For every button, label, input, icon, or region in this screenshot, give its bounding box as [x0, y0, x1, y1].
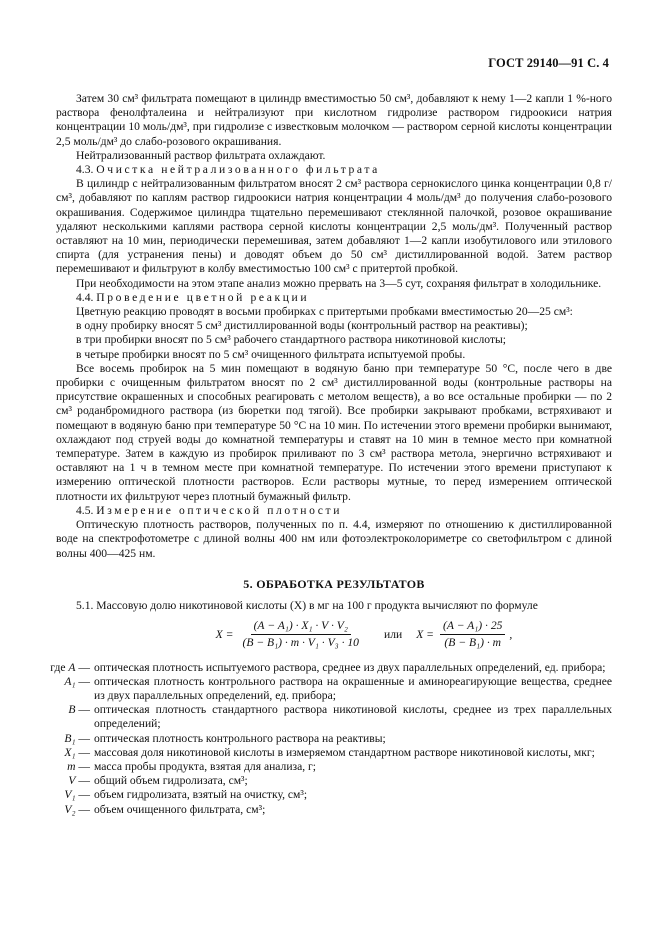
- list-item: в три пробирки вносят по 5 см³ рабочего стандартного раствора никотиновой кислоты;: [76, 333, 507, 347]
- symbol: V: [68, 774, 76, 788]
- section-title: 5. ОБРАБОТКА РЕЗУЛЬТАТОВ: [243, 576, 425, 591]
- subsection-number: 4.4.: [76, 290, 94, 304]
- definition-symbol: [34, 760, 94, 774]
- definition-symbol: [34, 675, 94, 689]
- symbol: V₁: [64, 788, 76, 802]
- symbol: B₁: [64, 731, 76, 745]
- definition-symbol: [34, 774, 94, 788]
- definition-text: оптическая плотность контрольного раствора на реактивы;: [94, 731, 386, 745]
- symbol: A₁: [64, 674, 76, 688]
- definition-symbol: [34, 661, 94, 675]
- paragraph: Затем 30 см³ фильтрата помещают в цилиндр вместимостью 50 см³, добавляют к нему 1—2 капли 1 %-ного раствора фенолфталеина и нейтрализуют при кислотном гидролизе раствором гидроокиси натрия концентрации 10 моль/дм³, при гидролизе с известковым молочком — раствором серной кислоты концентрации 2,5 моль/дм³ до слабо-розового окрашивания.: [56, 92, 612, 148]
- symbol: B: [68, 703, 76, 717]
- definition-item: [34, 803, 612, 817]
- formula-tail: ,: [509, 627, 513, 641]
- definition-symbol: [34, 746, 94, 760]
- symbol: X₁: [64, 745, 76, 759]
- definition-text: оптическая плотность испытуемого раствора, среднее из двух параллельных определений, ед. прибора;: [94, 660, 606, 674]
- dash: —: [78, 703, 90, 717]
- symbol: V₂: [64, 802, 76, 816]
- paragraph: Все восемь пробирок на 5 мин помещают в водяную баню при температуре 50 °С, после чего в две пробирки с очищенным фильтратом вносят по 2 см³ дистиллированной воды (контрольные растворы на присутствие окрашенных и способных реагировать с метолом веществ), а во все остальные пробирки — по 2 см³ роданбромидного раствора (из бюретки под тягой). Все пробирки закрывают пробками, встряхивают и помещают в водяную баню при температуре 50 °С на 10 мин. По истечении этого времени пробирки вынимают, охлаждают под струей воды до комнатной температуры и ставят на 10 мин в темное место при комнатной температуре. Затем в каждую из пробирок приливают по 3 см³ раствора метола, энергично встряхивают и оставляют на 1 ч в темном месте при комнатной температуре. По истечении этого времени приступают к измерению оптической плотности растворов. Если растворы мутные, то перед измерением оптической плотности их фильтруют через плотный бумажный фильтр.: [56, 361, 612, 503]
- definition-text: масса пробы продукта, взятая для анализа, г;: [94, 759, 317, 773]
- dash: —: [78, 674, 90, 688]
- fraction-numerator: (A − A₁) · X₁ · V · V₂: [251, 619, 351, 635]
- dash: —: [78, 745, 90, 759]
- definition-text: объем очищенного фильтрата, см³;: [94, 802, 266, 816]
- definition-item: [34, 788, 612, 802]
- definition-item: [34, 675, 612, 703]
- list-item: в одну пробирку вносят 5 см³ дистиллированной воды (контрольный раствор на реактивы);: [76, 319, 528, 333]
- definition-text: общий объем гидролизата, см³;: [94, 774, 248, 788]
- formula-or: или: [383, 627, 403, 641]
- fraction-denominator: (B − B₁) · m · V₁ · V₃ · 10: [242, 636, 359, 650]
- symbol: A: [68, 660, 76, 674]
- fraction-numerator: (A − A₁) · 25: [440, 619, 505, 635]
- definitions-list: [34, 661, 612, 817]
- dash: —: [78, 788, 90, 802]
- paragraph: Цветную реакцию проводят в восьми пробирках с притертыми пробками вместимостью 20—25 см³:: [76, 305, 573, 319]
- page-content: [50, 92, 612, 817]
- dash: —: [78, 802, 90, 816]
- definition-item: [34, 760, 612, 774]
- definition-text: оптическая плотность контрольного раствора на окрашенные и аминореагирующие вещества, среднее из двух параллельных определений, ед. прибора;: [94, 674, 612, 702]
- formula: [116, 619, 612, 650]
- definition-symbol: [34, 703, 94, 717]
- paragraph: При необходимости на этом этапе анализ можно прервать на 3—5 сут, сохраняя фильтрат в холодильнике.: [76, 276, 602, 290]
- definition-item: [34, 746, 612, 760]
- subsection-heading-4-4: [56, 291, 612, 305]
- definition-item: [34, 703, 612, 731]
- paragraph: В цилиндр с нейтрализованным фильтратом вносят 2 см³ раствора сернокислого цинка концентрации 0,8 г/см³, добавляют по каплям раствор гидроокиси натрия концентрации 4 моль/дм³ до получения слабо-розового окрашивания. Содержимое цилиндра тщательно перемешивают стеклянной палочкой, розовое окрашивание удаляют несколькими каплями раствора серной кислоты концентрации 2,5 моль/дм³. Полученный раствор оставляют на 10 мин, периодически перемешивая, затем добавляют 1—2 капли изобутилового или этилового спирта (для устранения пены) и доводят объем до 50 см³ дистиллированной водой. Затем раствор перемешивают и фильтруют в колбу вместимостью 100 см³ с притертой пробкой.: [56, 177, 612, 276]
- fraction-denominator: (B − B₁) · m: [444, 636, 502, 650]
- definition-item: [34, 732, 612, 746]
- definition-text: объем гидролизата, взятый на очистку, см³;: [94, 788, 308, 802]
- subsection-heading-4-5: [56, 504, 612, 518]
- subsection-title: Очистка нейтрализованного фильтрата: [96, 163, 380, 177]
- dash: —: [78, 731, 90, 745]
- symbol: m: [67, 759, 76, 773]
- subsection-number: 4.3.: [76, 163, 94, 177]
- definition-symbol: [34, 803, 94, 817]
- definition-text: оптическая плотность стандартного раствора никотиновой кислоты, среднее из трех параллельных определений;: [94, 703, 612, 731]
- paragraph: Нейтрализованный раствор фильтрата охлаждают.: [76, 148, 326, 162]
- definition-item: [34, 774, 612, 788]
- subsection-title: Измерение оптической плотности: [96, 503, 342, 517]
- formula-lhs-2: X =: [416, 627, 434, 641]
- fraction-1: [239, 619, 362, 650]
- formula-lhs: X =: [215, 627, 234, 641]
- dash: —: [78, 774, 90, 788]
- definition-symbol: [34, 732, 94, 746]
- dash: —: [78, 759, 90, 773]
- subsection-number: 4.5.: [76, 503, 94, 517]
- subsection-title: Проведение цветной реакции: [96, 290, 310, 304]
- definition-prefix: где: [50, 660, 66, 674]
- paragraph: 5.1. Массовую долю никотиновой кислоты (X) в мг на 100 г продукта вычисляют по формуле: [76, 598, 538, 612]
- paragraph: Оптическую плотность растворов, полученных по п. 4.4, измеряют по отношению к дистиллированной воде на спектрофотометре с длиной волны 400 нм или фотоэлектроколориметре со светофильтром с длиной волны 400—425 нм.: [56, 518, 612, 560]
- fraction-2: [440, 619, 505, 650]
- definition-symbol: [34, 788, 94, 802]
- definition-item: [34, 661, 612, 675]
- subsection-heading-4-3: [56, 163, 612, 177]
- dash: —: [78, 660, 90, 674]
- list-item: в четыре пробирки вносят по 5 см³ очищенного фильтрата испытуемой пробы.: [76, 347, 466, 361]
- definition-text: массовая доля никотиновой кислоты в измеряемом стандартном растворе никотиновой кислоты, мкг;: [94, 745, 595, 759]
- page-header: ГОСТ 29140—91 С. 4: [488, 56, 609, 70]
